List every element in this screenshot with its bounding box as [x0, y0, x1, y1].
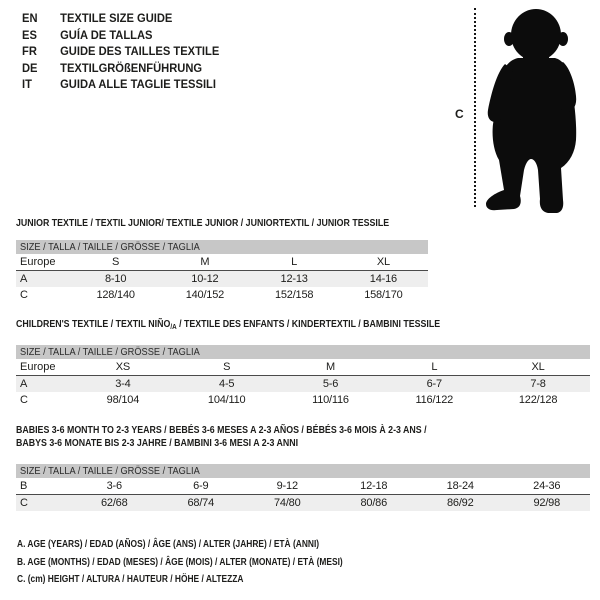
table-cell: 92/98	[533, 497, 561, 509]
column-header: M	[200, 256, 210, 268]
table-row	[16, 287, 428, 303]
table-cell: 62/68	[100, 497, 128, 509]
row-label: C	[20, 394, 28, 406]
table-cell: 24-36	[533, 480, 561, 492]
row-label: C	[20, 497, 28, 509]
table-cell: 152/158	[274, 289, 314, 301]
table-cell: 80/86	[360, 497, 388, 509]
junior-size-table	[16, 240, 428, 303]
table-cell: 116/122	[415, 394, 454, 406]
column-header: S	[223, 361, 231, 373]
row-label: A	[20, 378, 28, 390]
row-label: A	[20, 273, 28, 285]
table-title-text: / TEXTILE DES ENFANTS / KINDERTEXTIL / BAMBINI TESSILE	[176, 318, 441, 330]
language-row	[22, 10, 219, 27]
children-textile-section	[16, 318, 590, 408]
table-title-text: CHILDREN'S TEXTILE / TEXTIL NIÑO	[16, 318, 171, 330]
table-cell: 158/170	[364, 289, 403, 301]
table-cell: 3-4	[115, 378, 131, 390]
table-cell: 5-6	[322, 378, 339, 390]
table-cell: 10-12	[191, 273, 219, 285]
babies-textile-section	[16, 424, 590, 511]
language-row	[22, 76, 219, 93]
table-cell: 8-10	[105, 273, 127, 285]
table-title: BABYS 3-6 MONATE BIS 2-3 JAHRE / BAMBINI 3-6 MESI A 2-3 ANNI	[16, 437, 299, 449]
table-cell: 3-6	[106, 480, 122, 492]
table-cell: 104/110	[207, 394, 246, 406]
table-row	[16, 478, 590, 495]
table-title: JUNIOR TEXTILE / TEXTIL JUNIOR/ TEXTILE JUNIOR / JUNIORTEXTIL / JUNIOR TESSILE	[16, 217, 390, 229]
column-header: M	[326, 361, 335, 373]
table-cell: 122/128	[518, 394, 558, 406]
table-cell: 110/116	[312, 394, 349, 406]
children-size-table	[16, 345, 590, 408]
language-title: TEXTILE SIZE GUIDE	[60, 11, 173, 25]
height-marker-label: C	[455, 107, 464, 121]
table-cell: 9-12	[276, 480, 298, 492]
table-title: BABIES 3-6 MONTH TO 2-3 YEARS / BEBÉS 3-6 MESES A 2-3 AÑOS / BÉBÉS 3-6 MOIS À 2-3 ANS /	[16, 424, 427, 436]
table-title	[16, 318, 498, 333]
row-label: B	[20, 480, 28, 492]
size-header-text: SIZE / TALLA / TAILLE / GRÖSSE / TAGLIA	[20, 241, 200, 253]
junior-textile-section	[16, 217, 428, 303]
size-header-bar	[16, 345, 590, 359]
size-header-text: SIZE / TALLA / TAILLE / GRÖSSE / TAGLIA	[20, 465, 200, 477]
table-cell: 68/74	[187, 497, 215, 509]
table-row	[16, 271, 428, 287]
size-header-text: SIZE / TALLA / TAILLE / GRÖSSE / TAGLIA	[20, 346, 200, 358]
footnote-line: A. AGE (YEARS) / EDAD (AÑOS) / ÂGE (ANS) / ALTER (JAHRE) / ETÀ (ANNI)	[17, 538, 320, 550]
language-title: GUIDE DES TAILLES TEXTILE	[60, 44, 220, 58]
table-cell: 98/104	[106, 394, 140, 406]
language-title: GUIDA ALLE TAGLIE TESSILI	[60, 77, 216, 91]
table-cell: 12-18	[360, 480, 388, 492]
language-row	[22, 27, 219, 44]
table-header-row	[16, 254, 428, 271]
table-cell: 128/140	[96, 289, 135, 301]
language-code: IT	[22, 77, 32, 91]
column-header: L	[431, 361, 438, 373]
column-header: XS	[115, 361, 131, 373]
table-cell: 18-24	[446, 480, 474, 492]
table-cell: 86/92	[446, 497, 474, 509]
footnote-line: B. AGE (MONTHS) / EDAD (MESES) / ÂGE (MOIS) / ALTER (MONATE) / ETÀ (MESI)	[17, 555, 343, 568]
height-measure-line	[474, 8, 476, 207]
size-header-bar	[16, 464, 590, 478]
table-row	[16, 495, 590, 511]
language-guide-block	[22, 10, 234, 93]
table-title-subscript: /A	[170, 322, 177, 331]
table-cell: 12-13	[280, 273, 308, 285]
table-cell: 140/152	[185, 289, 225, 301]
table-cell: 14-16	[369, 273, 397, 285]
table-cell: 6-9	[193, 480, 209, 492]
language-code: DE	[22, 60, 38, 75]
size-header-bar	[16, 240, 428, 254]
language-title: TEXTILGRÖßENFÜHRUNG	[60, 60, 203, 75]
language-title: GUÍA DE TALLAS	[60, 27, 153, 42]
row-label: C	[20, 289, 28, 301]
baby-silhouette-icon	[483, 2, 600, 214]
table-cell: 6-7	[426, 378, 442, 390]
language-code: ES	[22, 27, 37, 42]
column-header: S	[112, 256, 120, 268]
language-code: EN	[22, 11, 38, 25]
table-cell: 4-5	[219, 378, 235, 390]
babies-size-table	[16, 464, 590, 511]
table-cell: 7-8	[530, 378, 546, 390]
table-cell: 74/80	[273, 497, 301, 509]
column-header: L	[291, 256, 298, 268]
table-row	[16, 392, 590, 408]
language-code: FR	[22, 44, 37, 58]
legend-block	[17, 536, 424, 589]
language-row	[22, 60, 219, 77]
column-header: XL	[376, 256, 390, 268]
footnote-line: C. (cm) HEIGHT / ALTURA / HAUTEUR / HÖHE / ALTEZZA	[17, 573, 244, 585]
table-header-row	[16, 359, 590, 376]
region-label: Europe	[20, 361, 56, 373]
language-row	[22, 43, 219, 60]
table-row	[16, 376, 590, 392]
region-label: Europe	[20, 256, 56, 268]
column-header: XL	[531, 361, 545, 373]
